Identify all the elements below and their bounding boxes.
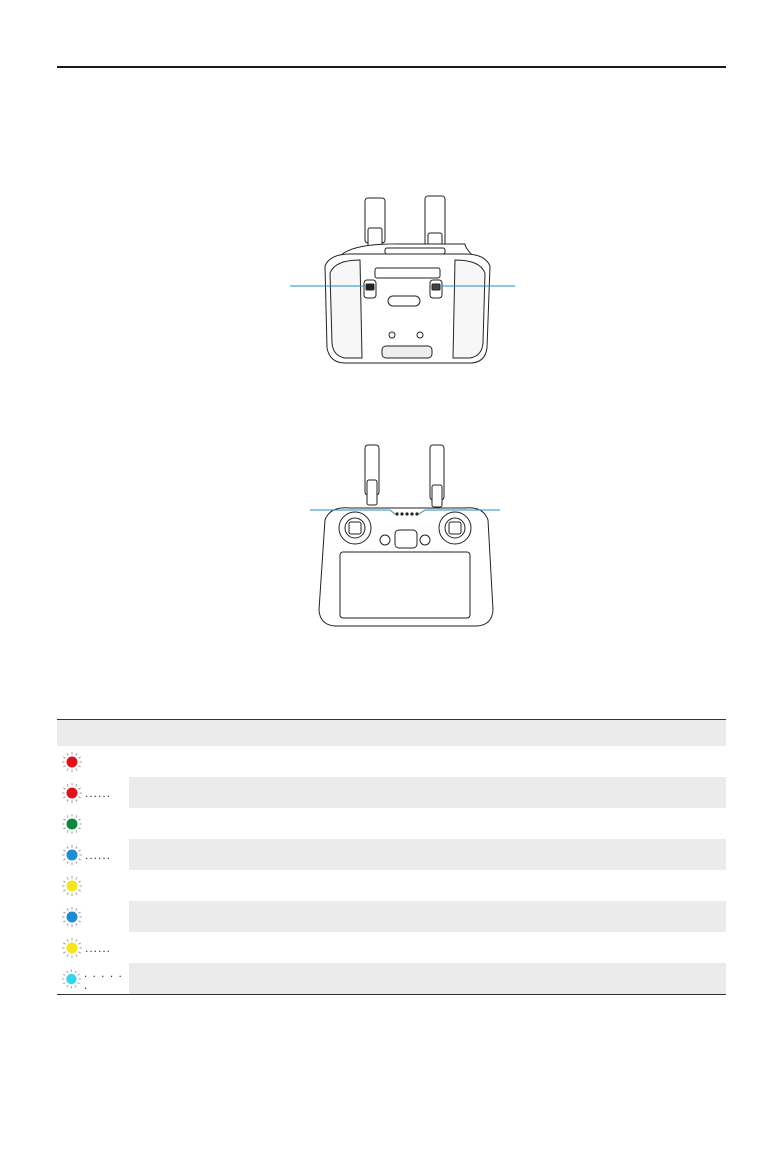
led-icon-cell	[57, 808, 129, 839]
led-description-cell	[129, 746, 726, 777]
led-yellow-icon	[61, 875, 83, 897]
led-icon-cell	[57, 870, 129, 901]
blink-pattern-dots: ......	[85, 940, 112, 955]
led-description-cell	[129, 808, 726, 839]
header-desc-cell	[129, 720, 726, 746]
led-red-icon	[61, 751, 83, 773]
remote-controller-front-figure	[305, 440, 505, 630]
led-row-red-blinking	[57, 777, 726, 808]
led-icon-cell	[57, 932, 129, 963]
led-row-yellow-solid	[57, 870, 726, 901]
led-description-cell	[129, 932, 726, 963]
led-description-cell	[129, 870, 726, 901]
table-header-row	[57, 720, 726, 746]
led-description-cell	[129, 901, 726, 932]
blink-pattern-dots: . . . . . .	[83, 965, 123, 992]
led-row-blue-solid	[57, 901, 726, 932]
led-description-cell	[129, 963, 726, 994]
led-status-table	[57, 719, 726, 995]
top-rule	[57, 66, 726, 68]
remote-controller-rear-figure	[290, 188, 520, 378]
led-row-blue-blinking	[57, 839, 726, 870]
led-icon-cell	[57, 839, 129, 870]
led-blue-icon	[61, 906, 83, 928]
led-icon-cell	[57, 746, 129, 777]
led-cyan-icon	[61, 968, 82, 990]
led-row-green-solid	[57, 808, 726, 839]
led-row-yellow-blinking	[57, 932, 726, 963]
led-yellow-icon	[61, 937, 83, 959]
led-description-cell	[129, 839, 726, 870]
blink-pattern-dots: ......	[85, 847, 112, 862]
led-green-icon	[61, 813, 83, 835]
led-row-cyan-slow-blinking	[57, 963, 726, 994]
led-row-red-solid	[57, 746, 726, 777]
blink-pattern-dots: ......	[85, 785, 112, 800]
led-icon-cell	[57, 963, 129, 994]
led-red-icon	[61, 782, 83, 804]
led-blue-icon	[61, 844, 83, 866]
led-icon-cell	[57, 901, 129, 932]
led-description-cell	[129, 777, 726, 808]
led-icon-cell	[57, 777, 129, 808]
header-icon-cell	[57, 720, 129, 746]
